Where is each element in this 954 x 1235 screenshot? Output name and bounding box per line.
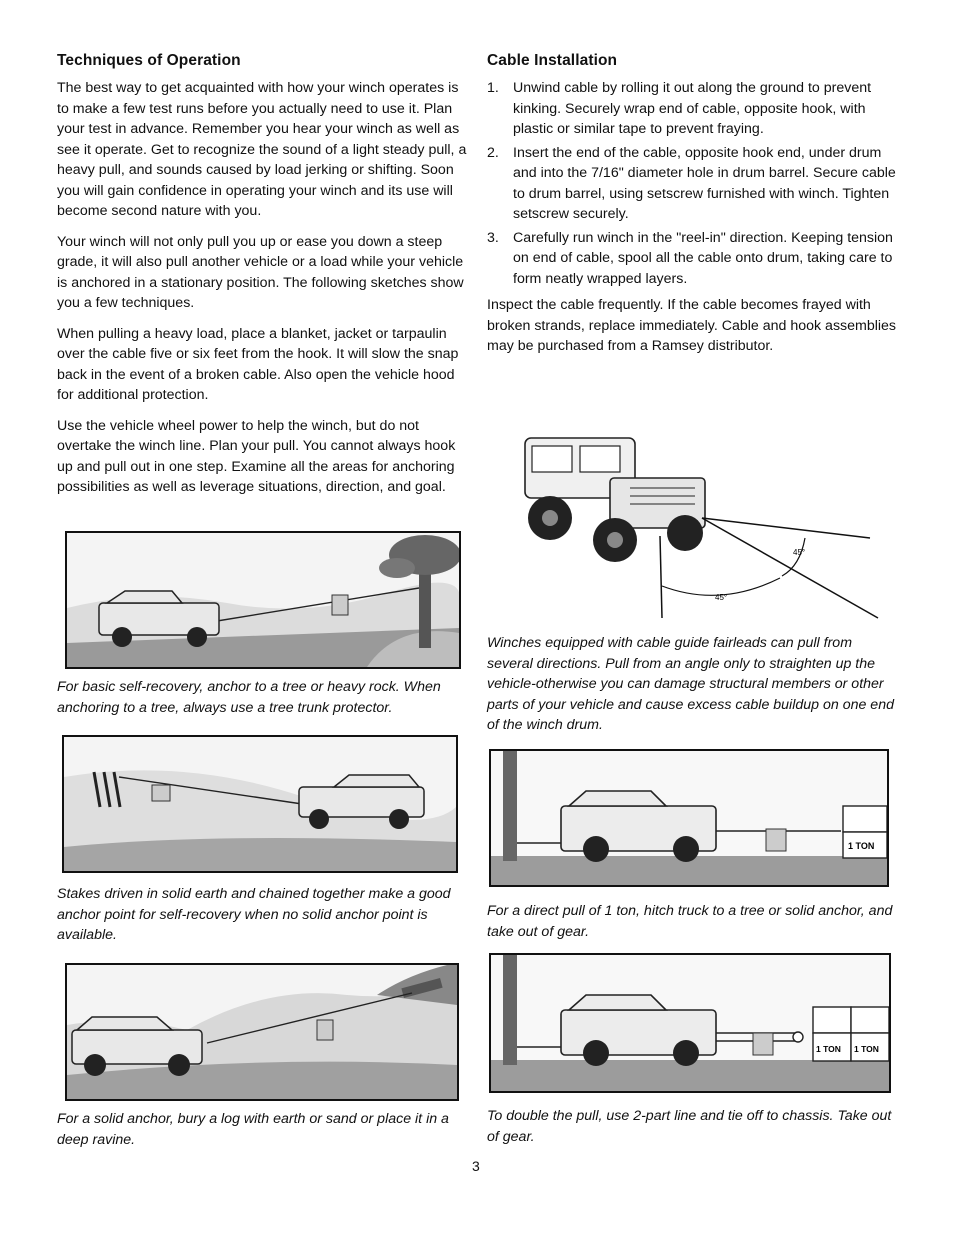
illustration-stakes-anchor: [62, 735, 458, 873]
paragraph: The best way to get acquainted with how your winch operates is to make a few test runs before you actually need to use it. Plan your test in advance. Remember you hear your winch as well as see it operate. Get to recognize the sound of a light steady pull, a heavy pull, and sounds caused by load jerking or shifting. Soon you will gain confidence in operating your winch and its use will become second nature with you.: [57, 80, 467, 219]
caption-direct-pull: For a direct pull of 1 ton, hitch truck to a tree or solid anchor, and take out of gear.: [487, 903, 893, 940]
illustration-double-pull: [489, 953, 891, 1093]
inspection-note: Inspect the cable frequently. If the cable becomes frayed with broken strands, replace immediately. Cable and hook assemblies may be purchased from a Ramsey distributor.: [487, 297, 897, 354]
load-label: 1 TON: [854, 1044, 879, 1054]
caption-fairlead: Winches equipped with cable guide fairleads can pull from several directions. Pull from an angle only to straighten up the vehicle-otherwise you can damage structural members or other parts of your vehicle and cause excess cable buildup on one end of the winch drum.: [487, 635, 894, 733]
angle-label: 45°: [793, 548, 806, 557]
load-label: 1 TON: [848, 841, 875, 851]
illustration-buried-log-anchor: [65, 963, 459, 1101]
list-item: 1. Unwind cable by rolling it out along the ground to prevent kinking. Securely wrap end of cable, opposite hook, with plastic or similar tape to prevent fraying.: [487, 80, 872, 137]
caption-buried-log-anchor: For a solid anchor, bury a log with earth or sand or place it in a deep ravine.: [57, 1111, 449, 1148]
page-number: 3: [472, 1158, 480, 1174]
installation-steps: [487, 78, 899, 289]
list-item: 2. Insert the end of the cable, opposite hook end, under drum and into the 7/16" diameter hole in drum barrel. Secure cable to drum barrel, using setscrew furnished with winch. Tighten setscrew securely.: [487, 144, 896, 222]
list-item: 3. Carefully run winch in the "reel-in" direction. Keeping tension on end of cable, spool all the cable onto drum, taking care to form neatly wrapped layers.: [487, 229, 893, 287]
paragraph: When pulling a heavy load, place a blanket, jacket or tarpaulin over the cable five or six feet from the hook. It will slow the snap back in the event of a broken cable. Also open the vehicle hood for additional protection.: [57, 325, 459, 403]
caption-double-pull: To double the pull, use 2-part line and tie off to chassis. Take out of gear.: [487, 1108, 892, 1145]
caption-tree-anchor: For basic self-recovery, anchor to a tree or heavy rock. When anchoring to a tree, always use a tree trunk protector.: [57, 679, 441, 716]
section-heading-techniques: Techniques of Operation: [57, 52, 241, 69]
section-heading-cable-installation: Cable Installation: [487, 52, 618, 69]
paragraph: Your winch will not only pull you up or ease you down a steep grade, it will also pull another vehicle or a load while your vehicle is anchored in a stationary position. The following sketches show you a few techniques.: [57, 233, 464, 311]
right-column: [487, 52, 899, 367]
angle-label: 45°: [715, 593, 728, 602]
left-column: [57, 52, 467, 508]
paragraph: Use the vehicle wheel power to help the winch, but do not overtake the winch line. Plan your pull. You cannot always hook up and pull out in one step. Examine all the areas for anchoring possibilities as well as leverage situations, direction, and goal.: [57, 417, 456, 495]
illustration-direct-pull: [489, 749, 889, 887]
illustration-fairlead-angles: [510, 418, 882, 620]
load-label: 1 TON: [816, 1044, 841, 1054]
illustration-tree-anchor: [65, 531, 461, 669]
caption-stakes-anchor: Stakes driven in solid earth and chained together make a good anchor point for self-recovery when no solid anchor point is available.: [57, 886, 451, 943]
